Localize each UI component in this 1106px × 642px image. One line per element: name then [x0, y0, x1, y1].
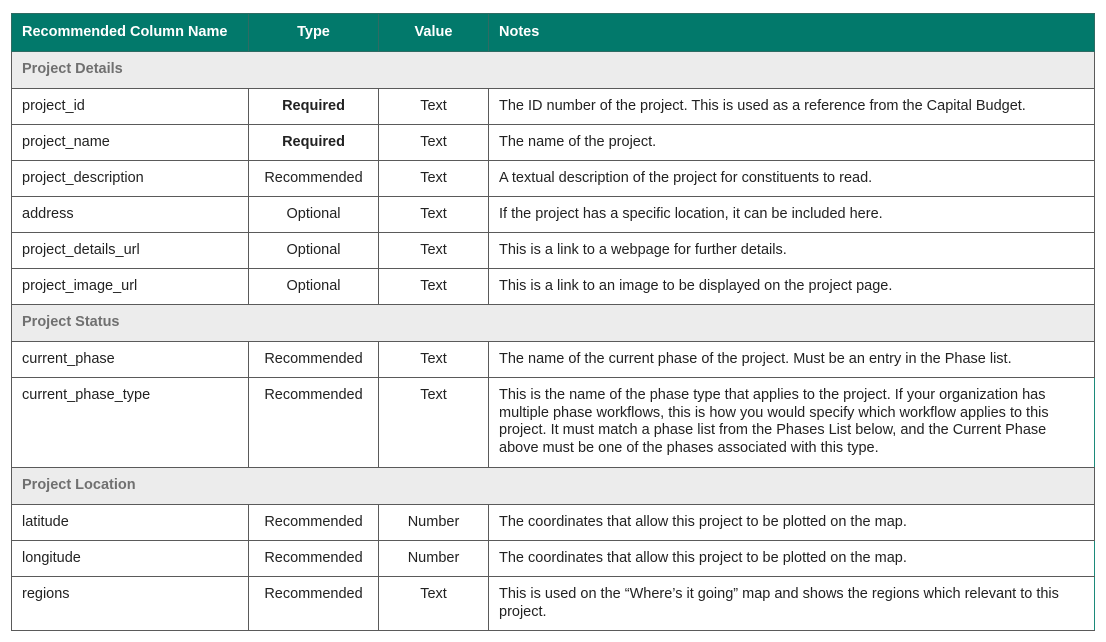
value-cell: Number — [379, 505, 489, 541]
type-cell: Recommended — [249, 505, 379, 541]
column-name-cell: address — [12, 197, 249, 233]
column-spec-table — [11, 13, 1095, 631]
type-cell: Optional — [249, 269, 379, 305]
header-type: Type — [249, 14, 379, 52]
table-row — [12, 197, 1095, 233]
value-cell: Text — [379, 89, 489, 125]
type-cell: Recommended — [249, 378, 379, 468]
notes-cell: The name of the current phase of the project. Must be an entry in the Phase list. — [489, 342, 1095, 378]
section-title: Project Status — [12, 305, 1095, 342]
column-name-cell: longitude — [12, 541, 249, 577]
value-cell: Text — [379, 233, 489, 269]
table-row — [12, 269, 1095, 305]
column-name-cell: latitude — [12, 505, 249, 541]
notes-cell: The coordinates that allow this project to be plotted on the map. — [489, 505, 1095, 541]
table-row — [12, 125, 1095, 161]
header-column-name: Recommended Column Name — [12, 14, 249, 52]
type-cell: Required — [249, 89, 379, 125]
column-name-cell: regions — [12, 577, 249, 631]
type-cell: Optional — [249, 233, 379, 269]
section-row-project-details — [12, 52, 1095, 89]
table-row — [12, 577, 1095, 631]
column-name-cell: project_id — [12, 89, 249, 125]
section-title: Project Details — [12, 52, 1095, 89]
value-cell: Number — [379, 541, 489, 577]
value-cell: Text — [379, 342, 489, 378]
notes-cell: If the project has a specific location, it can be included here. — [489, 197, 1095, 233]
column-name-cell: current_phase_type — [12, 378, 249, 468]
header-notes: Notes — [489, 14, 1095, 52]
column-name-cell: project_name — [12, 125, 249, 161]
type-cell: Optional — [249, 197, 379, 233]
value-cell: Text — [379, 577, 489, 631]
notes-cell: The ID number of the project. This is used as a reference from the Capital Budget. — [489, 89, 1095, 125]
section-row-project-status — [12, 305, 1095, 342]
type-cell: Recommended — [249, 577, 379, 631]
notes-cell: The name of the project. — [489, 125, 1095, 161]
section-title: Project Location — [12, 468, 1095, 505]
column-name-cell: current_phase — [12, 342, 249, 378]
table-row — [12, 89, 1095, 125]
value-cell: Text — [379, 161, 489, 197]
table-row — [12, 342, 1095, 378]
section-row-project-location — [12, 468, 1095, 505]
notes-cell: A textual description of the project for constituents to read. — [489, 161, 1095, 197]
column-name-cell: project_description — [12, 161, 249, 197]
header-value: Value — [379, 14, 489, 52]
table-row — [12, 541, 1095, 577]
column-name-cell: project_image_url — [12, 269, 249, 305]
type-cell: Recommended — [249, 541, 379, 577]
type-cell: Required — [249, 125, 379, 161]
type-cell: Recommended — [249, 161, 379, 197]
value-cell: Text — [379, 378, 489, 468]
header-row — [12, 14, 1095, 52]
table-row — [12, 378, 1095, 468]
notes-cell: This is used on the “Where’s it going” map and shows the regions which relevant to this project. — [489, 577, 1095, 631]
notes-cell: The coordinates that allow this project to be plotted on the map. — [489, 541, 1095, 577]
table-row — [12, 161, 1095, 197]
notes-cell: This is a link to an image to be displayed on the project page. — [489, 269, 1095, 305]
type-cell: Recommended — [249, 342, 379, 378]
value-cell: Text — [379, 125, 489, 161]
column-name-cell: project_details_url — [12, 233, 249, 269]
table-row — [12, 505, 1095, 541]
value-cell: Text — [379, 197, 489, 233]
value-cell: Text — [379, 269, 489, 305]
table-row — [12, 233, 1095, 269]
notes-cell: This is the name of the phase type that applies to the project. If your organization has multiple phase workflows, this is how you would specify which workflow applies to this project. It must match a phase list from the Phases List below, and the Current Phase above must be one of the phases associated with this type. — [489, 378, 1095, 468]
notes-cell: This is a link to a webpage for further details. — [489, 233, 1095, 269]
